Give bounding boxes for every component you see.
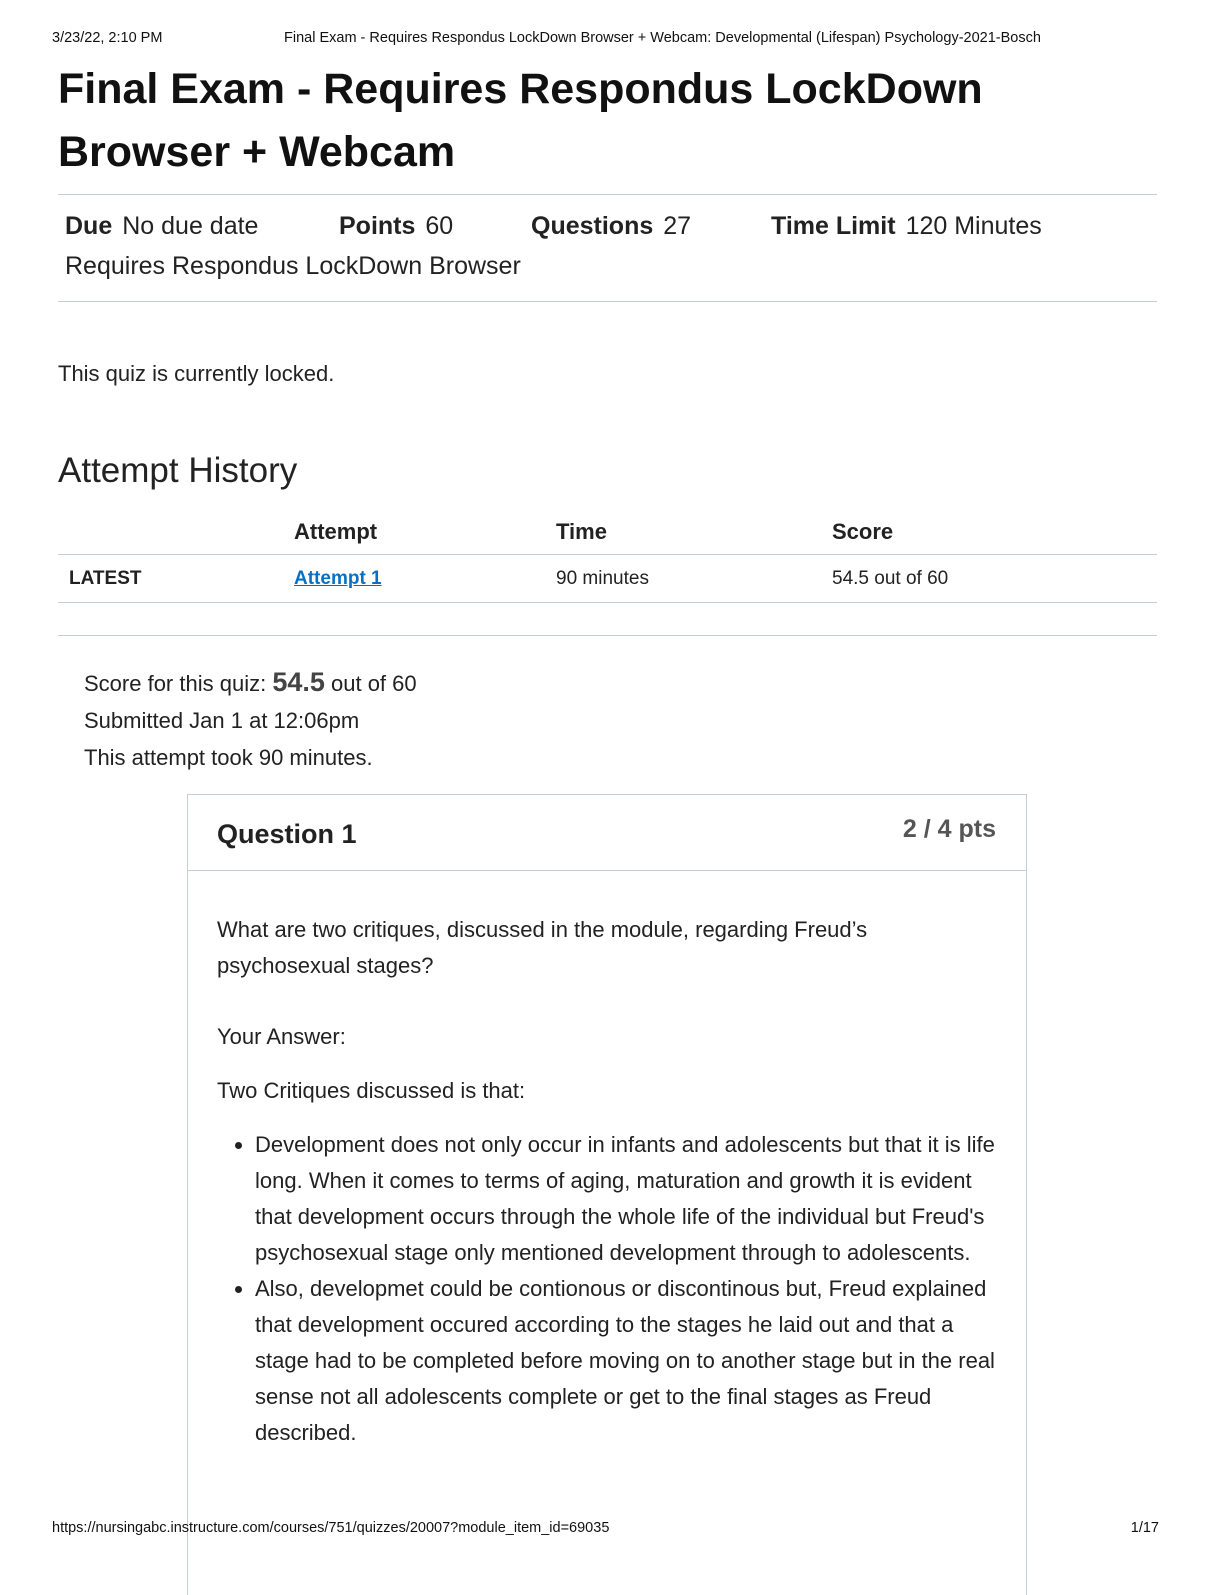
- divider: [58, 301, 1157, 302]
- due-meta: Due No due date: [65, 212, 259, 240]
- attempt-duration: This attempt took 90 minutes.: [84, 745, 373, 770]
- page-title: Final Exam - Requires Respondus LockDown Browser + Webcam: [58, 65, 983, 176]
- answer-intro: Two Critiques discussed is that:: [217, 1078, 526, 1103]
- time-limit-meta: Time Limit 120 Minutes: [771, 212, 1042, 240]
- divider: [58, 635, 1157, 636]
- attempt-history-title: Attempt History: [58, 451, 298, 490]
- time-cell: 90 minutes: [556, 555, 832, 603]
- answer-label: Your Answer:: [217, 1024, 346, 1049]
- score-cell: 54.5 out of 60: [832, 555, 1157, 603]
- table-row: [58, 555, 1157, 603]
- question-title: Question 1: [217, 819, 357, 849]
- lockdown-requirement: Requires Respondus LockDown Browser: [65, 252, 521, 280]
- locked-message: This quiz is currently locked.: [58, 361, 335, 386]
- list-item: • Also, developmet could be contionous or discontinous but, Freud explained that development occured according to the stages he laid out and that a stage had to be completed before moving on to another stage but in the real sense not all adolescents complete or get to the final stages as Freud described.: [255, 1271, 996, 1451]
- print-document-title: Final Exam - Requires Respondus LockDown Browser + Webcam: Developmental (Lifespan) Psychology-2021-Bosch: [284, 30, 1041, 46]
- points-meta: Points 60: [339, 212, 454, 240]
- submitted-time: Submitted Jan 1 at 12:06pm: [84, 708, 360, 733]
- page-number: 1/17: [1130, 1520, 1159, 1536]
- question-header: [188, 795, 1026, 871]
- list-item: • Development does not only occur in infants and adolescents but that it is life long. When it comes to terms of aging, maturation and growth it is evident that development occurs through the whole life of the individual but Freud's psychosexual stage only mentioned development through to adolescents.: [255, 1127, 996, 1271]
- attempt-summary: [84, 664, 417, 776]
- attempt-history-table: [58, 510, 1157, 603]
- print-datetime: 3/23/22, 2:10 PM: [52, 30, 163, 46]
- print-header: [52, 30, 1172, 50]
- answer-list: [217, 1127, 996, 1451]
- question-card: [187, 794, 1027, 1595]
- attempt-cell: [294, 555, 556, 603]
- question-text: What are two critiques, discussed in the module, regarding Freud’s psychosexual stages?: [217, 917, 868, 978]
- table-header-row: [58, 510, 1157, 555]
- quiz-score: Score for this quiz: 54.5 out of 60: [84, 667, 417, 697]
- print-footer: [52, 1520, 1159, 1540]
- column-header-score: Score: [832, 510, 1157, 555]
- score-value: 54.5: [272, 667, 325, 697]
- latest-tag: LATEST: [58, 555, 294, 603]
- question-points: 2 / 4 pts: [902, 815, 996, 843]
- divider: [58, 194, 1157, 195]
- questions-meta: Questions 27: [531, 212, 692, 240]
- column-header-attempt: Attempt: [294, 510, 556, 555]
- attempt-1-link[interactable]: Attempt 1: [294, 567, 382, 589]
- column-header-tag: [58, 510, 294, 555]
- page-url: https://nursingabc.instructure.com/courses/751/quizzes/20007?module_item_id=69035: [52, 1520, 610, 1536]
- column-header-time: Time: [556, 510, 832, 555]
- question-body: [188, 871, 1026, 1451]
